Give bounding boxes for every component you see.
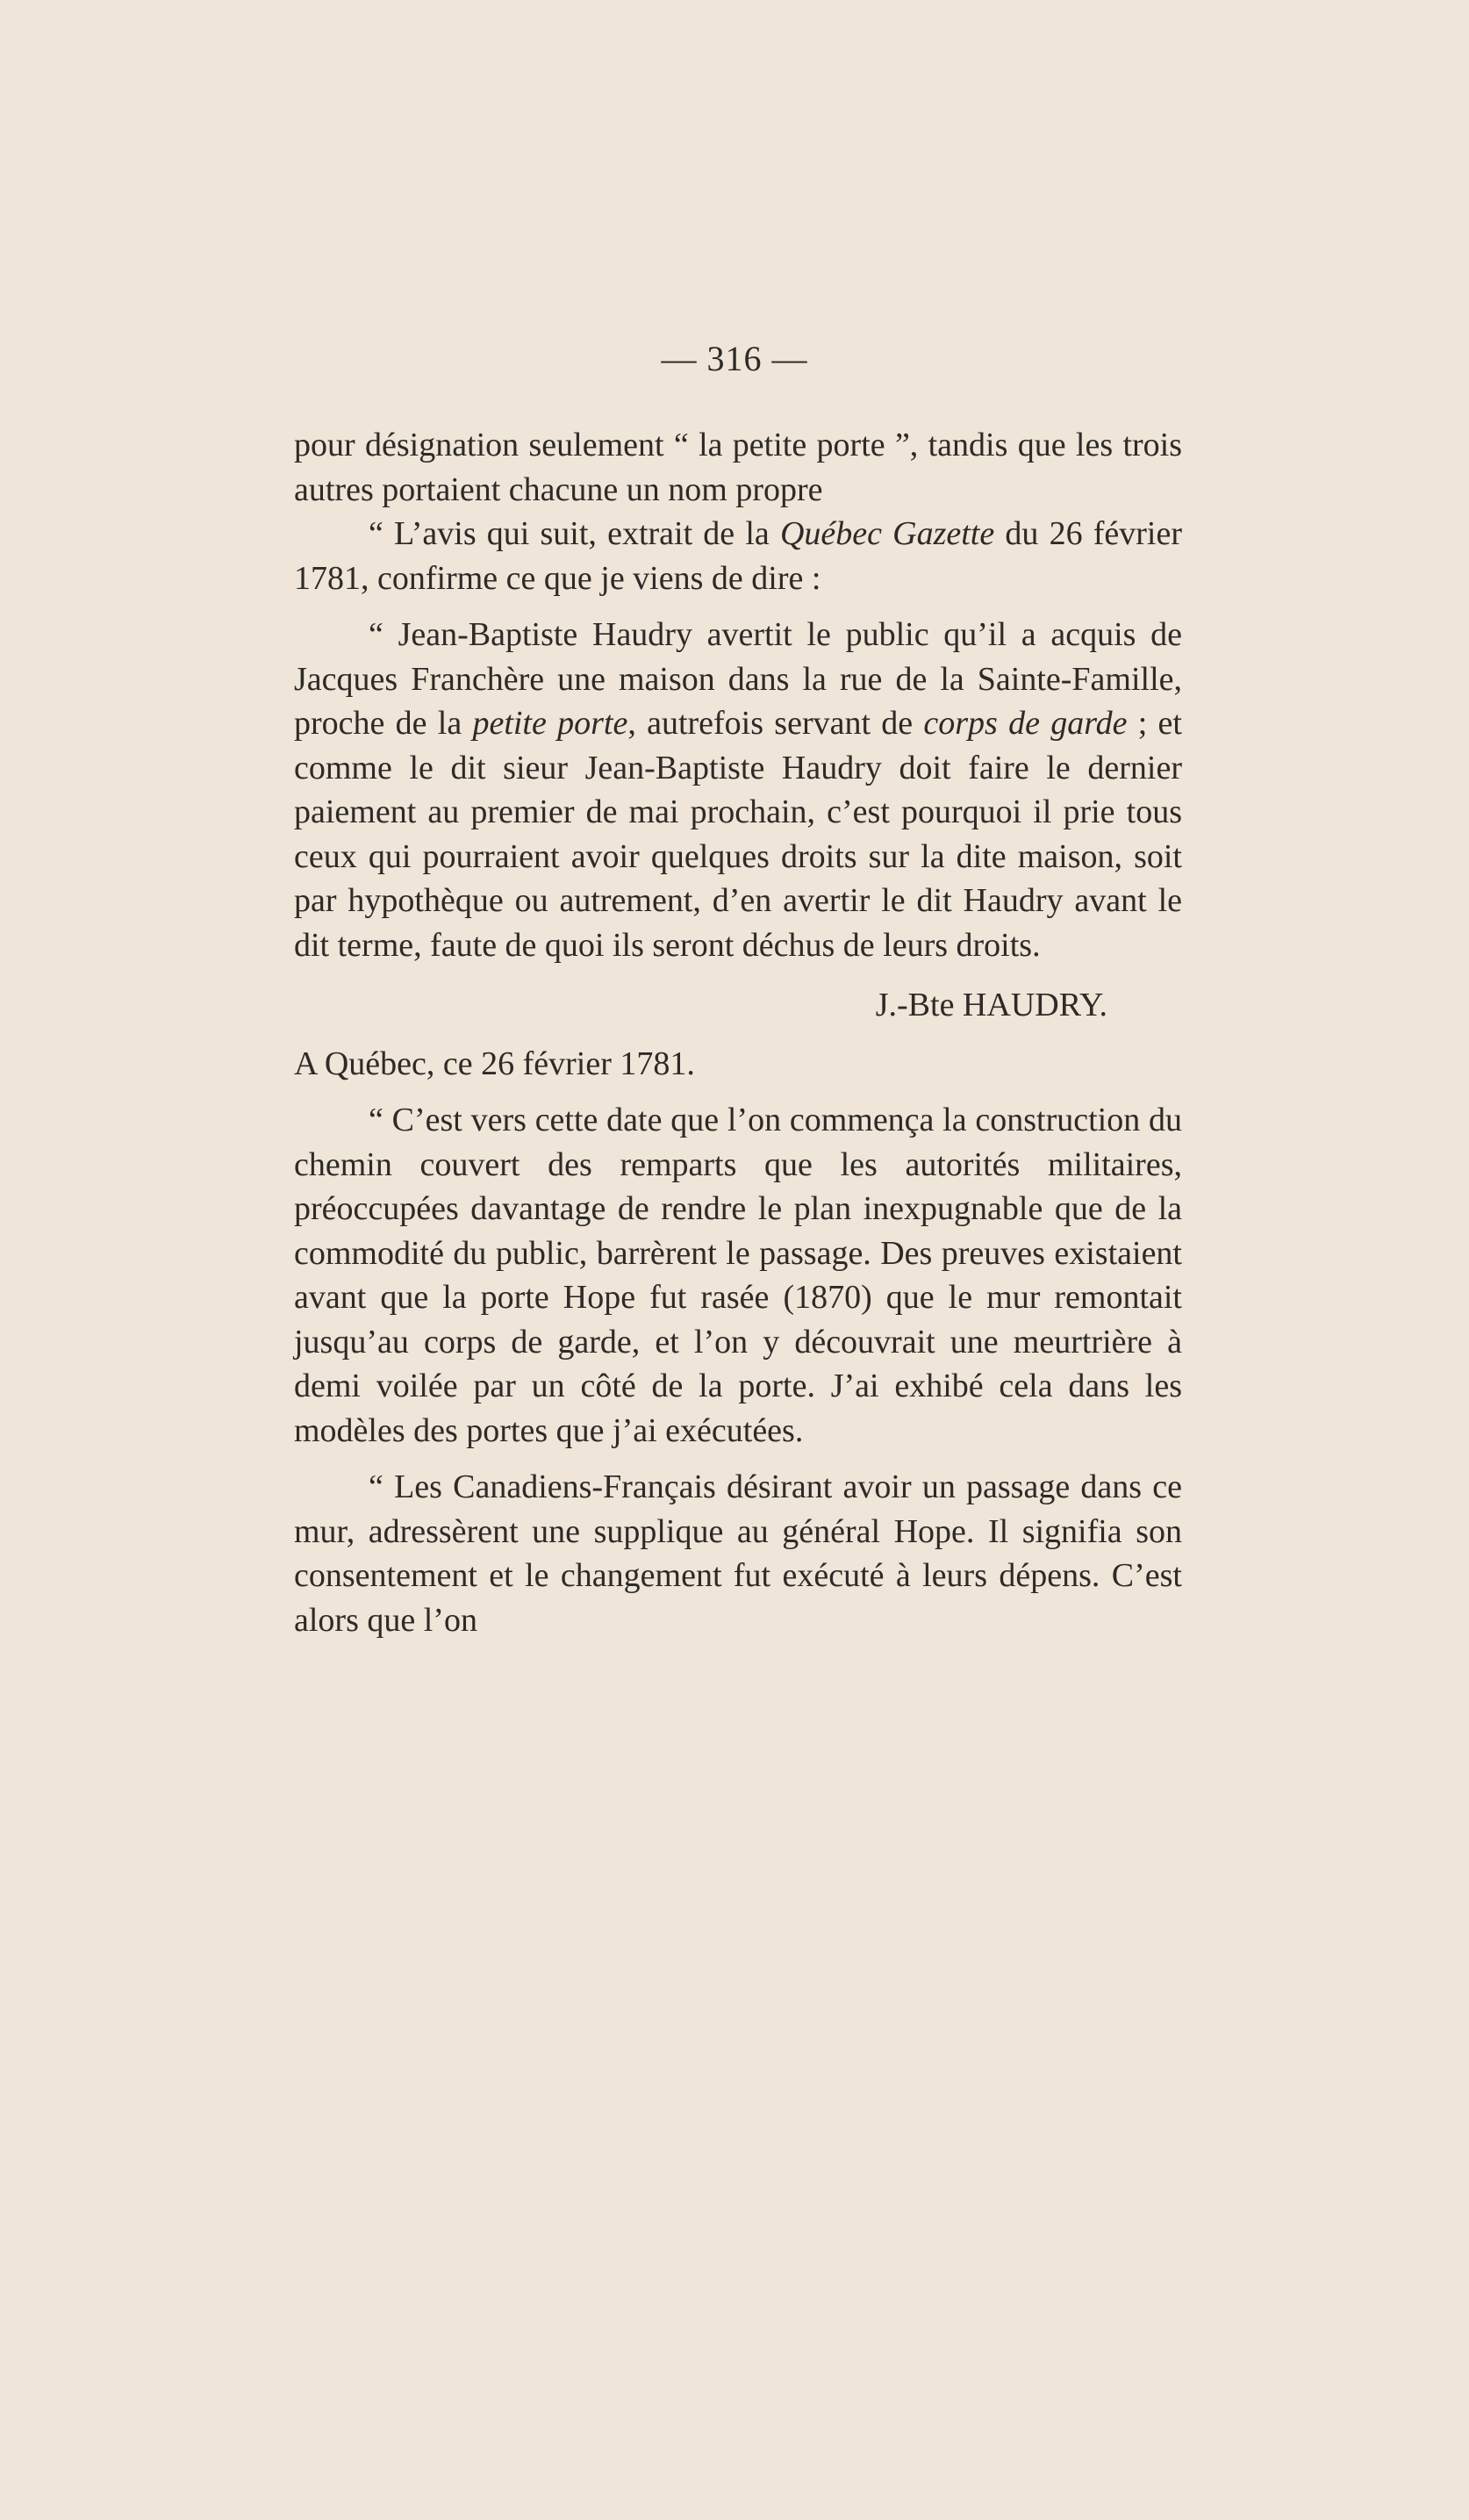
paragraph-2-end: du 26 février 1781, confirme ce que je viens de dire :: [294, 515, 1182, 597]
notice-place-date: A Québec, ce 26 février 1781.: [294, 1045, 695, 1082]
notice-part-1: “ Jean-Baptiste Haudry avertit le public qu’il a acquis de Jacques Franchère une maison dans la rue de la Sainte-Famille, proche de la: [294, 616, 1182, 742]
notice-signature: J.-Bte HAUDRY.: [875, 987, 1107, 1023]
paragraph-4: “ C’est vers cette date que l’on commença la construction du chemin couvert des remparts que les autorités militaires, préoccupées davantage de rendre le plan inexpugnable que de la commodité du public, barrèrent le passage. Des preuves existaient avant que la porte Hope fut rasée (1870) que le mur remontait jusqu’au corps de garde, et l’on y découvrait une meurtrière à demi voilée par un côté de la porte. J’ai exhibé cela dans les modèles des portes que j’ai exécutées.: [294, 1102, 1182, 1449]
body-text: [294, 423, 1182, 1642]
paragraph-1: pour désignation seulement “ la petite porte ”, tandis que les trois autres portaient chacune un nom propre: [294, 427, 1182, 508]
notice-part-2: , autrefois servant de: [627, 705, 924, 742]
newspaper-title: Québec Gazette: [779, 515, 995, 552]
paragraph-2: [294, 512, 1182, 600]
notice-paragraph: [294, 613, 1182, 967]
notice-italic-petite-porte: petite porte: [472, 705, 628, 742]
notice-italic-corps-de-garde: corps de garde: [923, 705, 1128, 742]
page-number: — 316 —: [661, 339, 808, 378]
notice-part-3: ; et comme le dit sieur Jean-Baptiste Haudry doit faire le dernier paiement au premier de mai prochain, c’est pourquoi il prie tous ceux qui pourraient avoir quelques droits sur la dite maison, soit par hypothèque ou autrement, d’en avertir le dit Haudry avant le dit terme, faute de quoi ils seront déchus de leurs droits.: [294, 705, 1182, 964]
paragraph-2-start: “ L’avis qui suit, extrait de la: [369, 515, 780, 552]
paragraph-5: “ Les Canadiens-Français désirant avoir un passage dans ce mur, adressèrent une supplique au général Hope. Il signifia son consentement et le changement fut exécuté à leurs dépens. C’est alors que l’on: [294, 1468, 1182, 1639]
